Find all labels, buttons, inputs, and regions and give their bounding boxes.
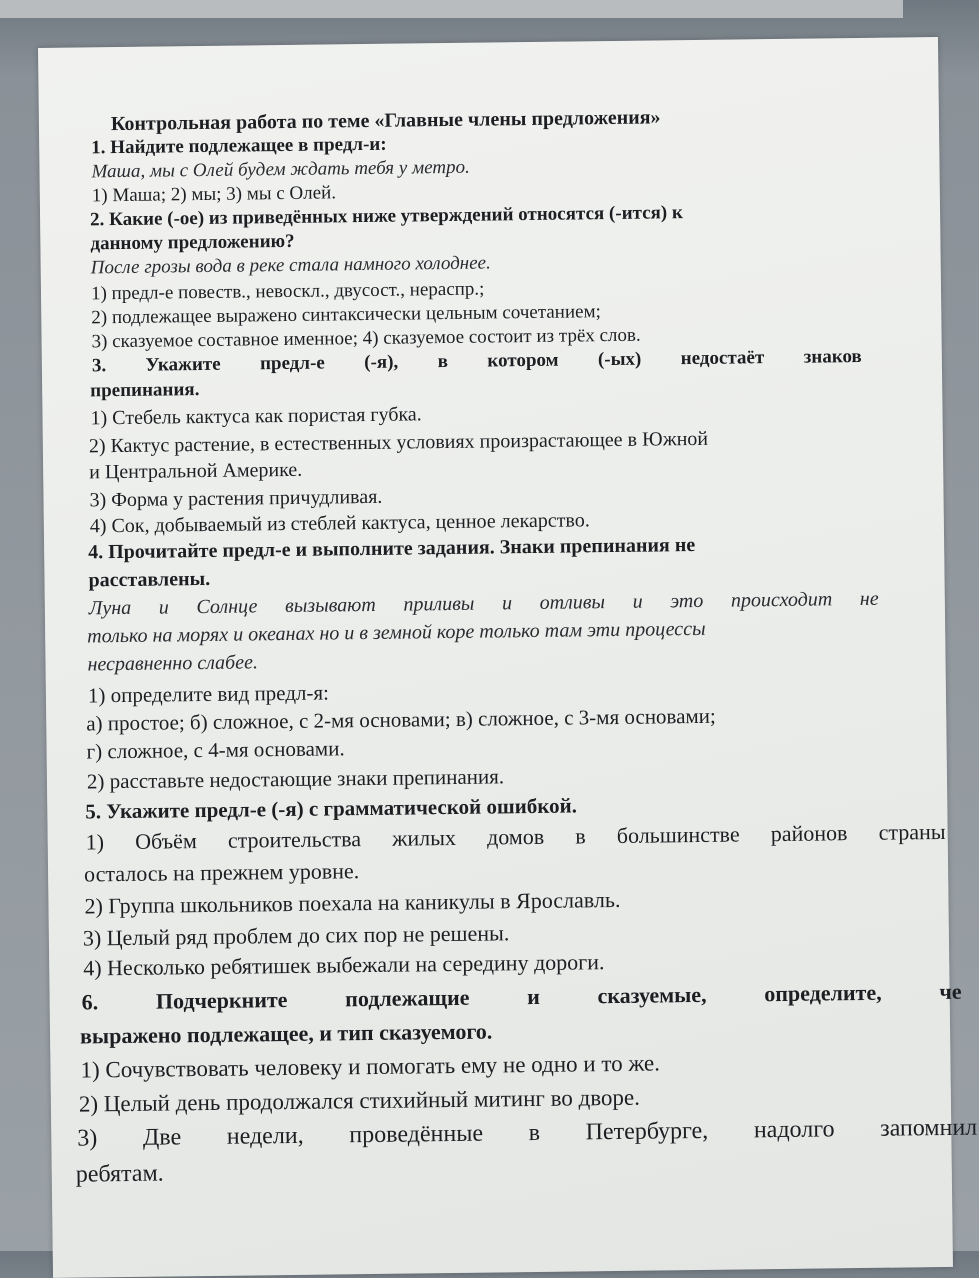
q3-heading-word: Укажите	[145, 353, 221, 376]
q6-option-word: в	[528, 1119, 541, 1147]
q5-option-3: 3) Целый ряд проблем до сих пор не решены.	[82, 920, 510, 951]
q5-option-word: страны	[878, 818, 946, 845]
q6-heading-word: 6.	[81, 989, 99, 1015]
q1-heading: 1. Найдите подлежащее в предл-и:	[91, 133, 387, 159]
page-title: Контрольная работа по теме «Главные члены предложения»	[110, 106, 661, 136]
q1-options: 1) Маша; 2) мы; 3) мы с Олей.	[91, 182, 337, 207]
q6-option-word: недели,	[226, 1122, 304, 1150]
q6-option-1: 1) Сочувствовать человеку и помогать ему не одно и то же.	[80, 1050, 661, 1083]
q4-task-1-options-a: а) простое; б) сложное, с 2-мя основами; в) сложное, с 3-мя основами;	[86, 703, 716, 736]
q6-option-word: проведённые	[349, 1120, 484, 1149]
q4-text-word: не	[859, 587, 879, 610]
q2-option-3-4: 3) сказуемое составное именное; 4) сказуемое состоит из трёх слов.	[91, 324, 641, 353]
q5-option-word: в	[575, 823, 586, 849]
q2-heading-line1: 2. Какие (-ое) из приведённых ниже утверждений относятся (-ится) к	[89, 202, 684, 231]
q6-heading-word: и	[527, 983, 540, 1010]
q6-option-3-line2: ребятам.	[75, 1160, 164, 1188]
q2-option-1: 1) предл-е повеств., невоскл., двусост., нераспр.;	[90, 278, 485, 305]
q3-option-2-line1: 2) Кактус растение, в естественных условиях произрастающее в Южной	[88, 427, 709, 458]
q3-heading-word: предл-е	[259, 352, 325, 375]
q4-text-word: вызывают	[284, 593, 376, 618]
worksheet-paper	[38, 37, 978, 1278]
q5-option-word: жилых	[391, 824, 457, 851]
q3-option-4: 4) Сок, добываемый из стеблей кактуса, ценное лекарство.	[89, 509, 590, 538]
q3-heading-word: недостаёт	[680, 347, 765, 370]
q3-option-1: 1) Стебель кактуса как пористая губка.	[90, 403, 422, 430]
q4-text-word: Луна	[88, 596, 132, 620]
q3-heading-word: знаков	[803, 345, 862, 368]
q4-text-line3: несравненно слабее.	[87, 651, 259, 676]
q2-option-2: 2) подлежащее выражено синтаксически цельным сочетанием;	[91, 301, 601, 329]
q4-heading-line1: 4. Прочитайте предл-е и выполните задания. Знаки препинания не	[88, 534, 696, 564]
q4-text-word: Солнце	[196, 595, 258, 619]
q6-option-word: запомнил	[879, 1114, 978, 1142]
q6-option-word: Две	[142, 1124, 182, 1151]
q3-option-2-line2: и Центральной Америке.	[89, 458, 303, 484]
q6-option-word: 3)	[77, 1125, 98, 1152]
q2-heading-line2: данному предложению?	[90, 230, 295, 255]
background-strip	[0, 0, 903, 18]
q6-heading-word: че	[939, 978, 962, 1005]
q4-text-line1	[89, 588, 879, 621]
q4-heading-line2: расставлены.	[88, 567, 211, 592]
q4-text-word: и	[501, 592, 513, 615]
q5-option-word: 1)	[85, 829, 105, 855]
q6-option-word: надолго	[753, 1116, 835, 1144]
q3-heading-word: котором	[487, 349, 559, 372]
q6-heading-word: сказуемые,	[597, 981, 707, 1009]
q4-text-word: происходит	[730, 588, 833, 612]
q3-heading-word: 3.	[91, 355, 107, 377]
q3-option-3: 3) Форма у растения причудливая.	[89, 485, 383, 512]
q4-text-line2: только на морях и океанах но и в земной коре только там эти процессы	[87, 617, 706, 648]
q6-heading-word: Подчеркните	[155, 987, 288, 1014]
q4-text-word: и	[158, 596, 169, 619]
q5-option-word: большинстве	[616, 821, 740, 848]
q3-heading-word: (-я),	[364, 351, 399, 374]
q3-heading-word: в	[437, 351, 449, 373]
q5-option-word: домов	[486, 823, 545, 850]
q3-heading-word: (-ых)	[597, 348, 642, 371]
q4-text-word: это	[670, 589, 704, 613]
q5-option-2: 2) Группа школьников поехала на каникулы в Ярославль.	[84, 886, 621, 919]
q6-heading-word: определите,	[764, 979, 882, 1007]
q6-heading-line1	[82, 979, 962, 1016]
q6-option-word: Петербурге,	[585, 1117, 709, 1146]
q6-heading-line2: выражено подлежащее, и тип сказуемого.	[79, 1018, 493, 1049]
q2-sentence: После грозы вода в реке стала намного холоднее.	[90, 252, 491, 279]
q5-heading: 5. Укажите предл-е (-я) с грамматической ошибкой.	[85, 793, 578, 824]
q1-sentence: Маша, мы с Олей будем ждать тебя у метро.	[91, 156, 470, 183]
q5-option-4: 4) Несколько ребятишек выбежали на середину дороги.	[83, 949, 605, 981]
q5-option-word: районов	[770, 820, 848, 847]
q4-task-1: 1) определите вид предл-я:	[87, 680, 330, 708]
q3-heading-line2: препинания.	[90, 379, 200, 402]
q4-text-word: приливы	[403, 592, 475, 616]
q5-option-word: строительства	[227, 826, 362, 853]
q5-option-1-line1	[86, 819, 946, 856]
q6-option-2: 2) Целый день продолжался стихийный митинг во дворе.	[78, 1084, 641, 1117]
q4-text-word: и	[632, 590, 643, 613]
q4-text-word: отливы	[539, 591, 606, 614]
q6-heading-word: подлежащие	[345, 984, 470, 1012]
q4-task-1-options-b: г) сложное, с 4-мя основами.	[86, 736, 345, 764]
q5-option-word: Объём	[135, 828, 197, 854]
q4-task-2: 2) расставьте недостающие знаки препинания.	[86, 764, 505, 794]
q6-option-3-line1	[77, 1115, 977, 1153]
q5-option-1-line2: осталось на прежнем уровне.	[83, 858, 360, 887]
